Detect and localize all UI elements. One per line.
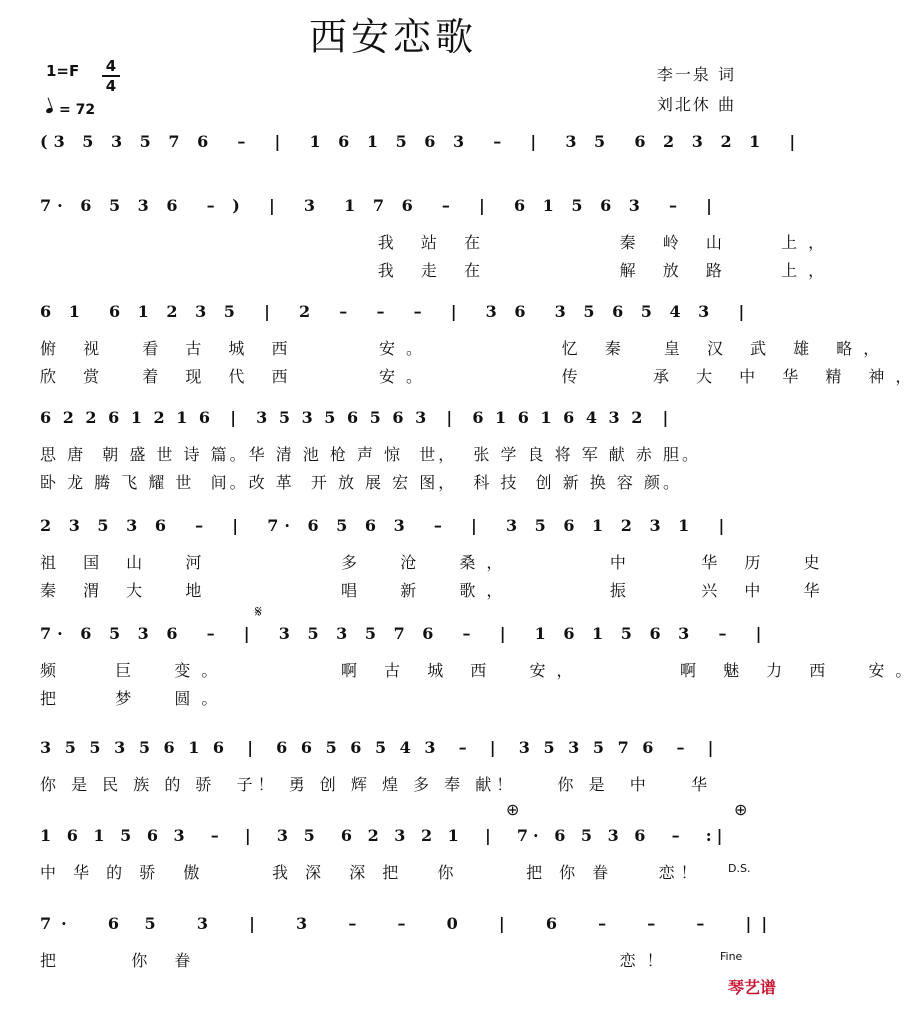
score-row-2 — [40, 196, 836, 296]
coda-icon-end: ⊕ — [734, 800, 748, 819]
notes-row-5: 2 3 5 3 6 – | 7· 6 5 6 3 – | 3 5 6 1 2 3 1 | — [40, 516, 731, 535]
time-signature-bottom: 4 — [105, 77, 117, 95]
notes-row-1: (3 5 3 5 7 6 – | 1 6 1 5 6 3 – | 3 5 6 2 3 2 1 | — [40, 132, 802, 151]
quarter-note-icon — [45, 107, 53, 114]
lyricist-credit: 李一泉 词 — [656, 65, 736, 84]
lyrics-row-3-verse-1: 俯 视 看 古 城 西 安。 忆 秦 皇 汉 武 雄 略， — [40, 339, 891, 358]
notes-row-2: 7· 6 5 3 6 – ) | 3 1 7 6 – | 6 1 5 6 3 – | — [40, 196, 718, 215]
notes-row-4: 6 2 2 6 1 2 1 6 | 3 5 3 5 6 5 6 3 | 6 1 6 1 6 4 3 2 | — [40, 408, 672, 427]
ds-marking: D.S. — [728, 862, 751, 875]
tempo-value: = 72 — [59, 102, 96, 118]
notes-row-7: 3 5 5 3 5 6 1 6 | 6 6 5 6 5 4 3 – | 3 5 3 5 7 6 – | — [40, 738, 718, 757]
notes-row-8: 1 6 1 5 6 3 – | 3 5 6 2 3 2 1 | 7· 6 5 3 6 – :| — [40, 826, 728, 845]
fine-marking: Fine — [720, 950, 743, 963]
watermark-logo: 琴艺谱 — [727, 978, 776, 997]
lyrics-row-7: 你 是 民 族 的 骄 子！ 勇 创 辉 煌 多 奉 献！ 你 是 中 华 — [40, 775, 713, 794]
lyrics-row-6-verse-1: 频 巨 变。 啊 古 城 西 安， 啊 魅 力 西 安。 — [40, 661, 922, 680]
score-row-6 — [40, 602, 922, 724]
key-signature: 1=F — [46, 62, 80, 80]
segno-icon: 𝄋 — [255, 602, 262, 621]
notes-row-3: 6 1 6 1 2 3 5 | 2 – – – | 3 6 3 5 6 5 4 3 | — [40, 302, 751, 321]
tempo-marking — [46, 102, 95, 118]
lyrics-row-8: 中 华 的 骄 傲 我 深 深 把 你 把 你 眷 恋！ — [40, 863, 703, 882]
song-title: 西安恋歌 — [308, 15, 477, 59]
notes-row-9: 7· 6 5 3 | 3 – – 0 | 6 – – – || — [40, 914, 778, 933]
lyrics-row-2-verse-2: 我 走 在 解 放 路 上， — [40, 261, 836, 280]
lyrics-row-4-verse-1: 思 唐 朝 盛 世 诗 篇。华 清 池 枪 声 惊 世， 张 学 良 将 军 献 赤 胆。 — [40, 445, 701, 464]
lyrics-row-6-verse-2: 把 梦 圆。 — [40, 689, 229, 708]
lyrics-row-2-verse-1: 我 站 在 秦 岭 山 上， — [40, 233, 836, 252]
notes-row-6: 7· 6 5 3 6 – | 3 5 3 5 7 6 – | 1 6 1 5 6 3 – | — [40, 624, 768, 643]
lyrics-row-3-verse-2: 欣 赏 着 现 代 西 安。 传 承 大 中 华 精 神， — [40, 367, 922, 386]
score-row-4 — [40, 408, 750, 508]
composer-credit: 刘北休 曲 — [656, 95, 736, 114]
time-signature-top: 4 — [105, 57, 117, 75]
lyrics-row-5-verse-2: 秦 渭 大 地 唱 新 歌， 振 兴 中 华 — [40, 581, 831, 600]
lyrics-row-4-verse-2: 卧 龙 腾 飞 耀 世 间。改 革 开 放 展 宏 图， 科 技 创 新 换 容 颜。 — [40, 473, 682, 492]
score-row-5 — [40, 516, 831, 616]
score-row-8 — [40, 800, 751, 926]
score-row-3 — [40, 302, 922, 402]
time-signature — [102, 58, 120, 94]
lyrics-row-5-verse-1: 祖 国 山 河 多 沧 桑， 中 华 历 史 — [40, 553, 831, 572]
coda-icon: ⊕ — [506, 800, 520, 819]
lyrics-row-9: 把 你 眷 恋！ — [40, 951, 674, 970]
score-row-7 — [40, 738, 750, 838]
